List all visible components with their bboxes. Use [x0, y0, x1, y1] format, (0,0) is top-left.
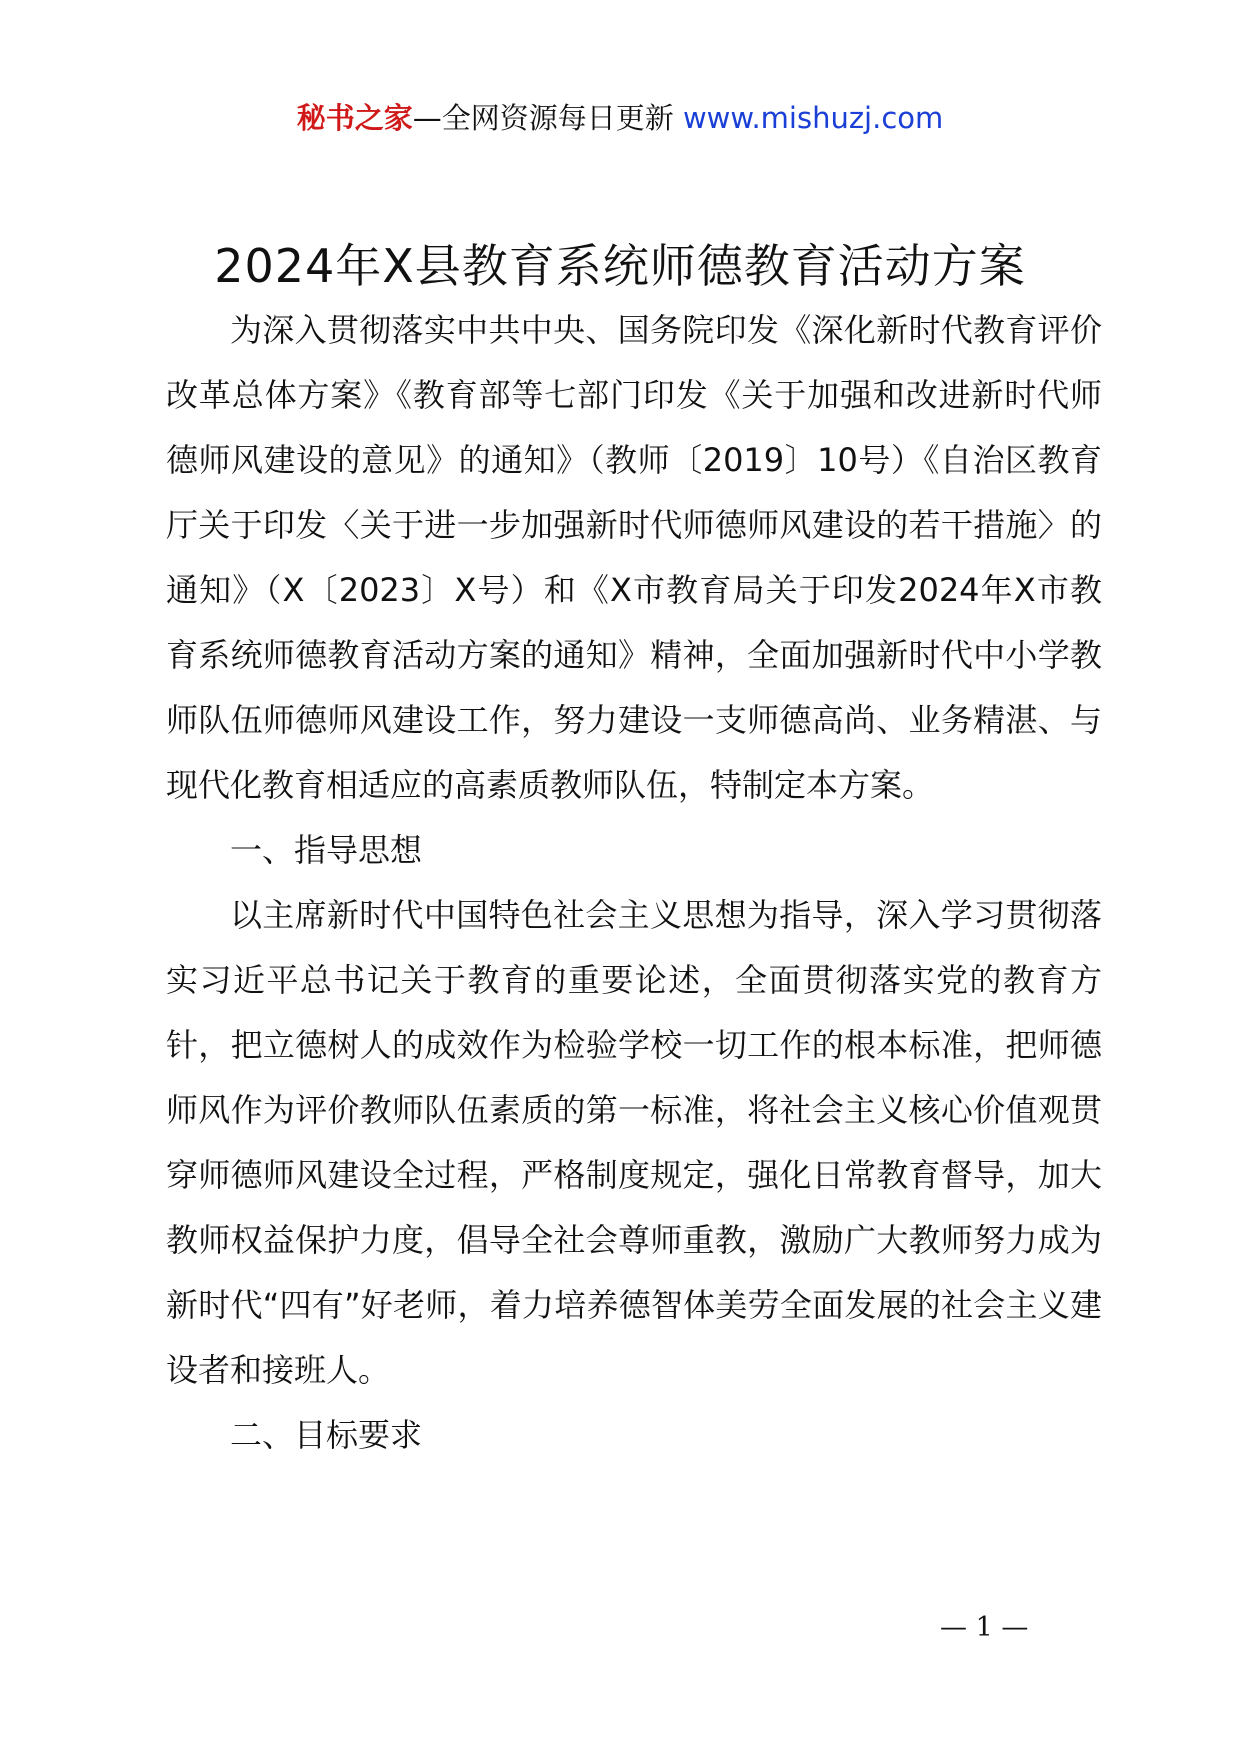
document-title: 2024年X县教育系统师德教育活动方案 — [214, 239, 1026, 293]
section-heading-guiding-ideology: 一、指导思想 — [230, 831, 423, 869]
site-slogan: —全网资源每日更新 — [412, 101, 674, 135]
guiding-ideology-paragraph: 以主席新时代中国特色社会主义思想为指导，深入学习贯彻落实习近平总书记关于教育的重要论述，全面贯彻落实党的教育方针，把立德树人的成效作为检验学校一切工作的根本标准，把师德师风作为评价教师队伍素质的第一标准，将社会主义核心价值观贯穿师德师风建设全过程，严格制度规定，强化日常教育督导，加大教师权益保护力度，倡导全社会尊师重教，激励广大教师努力成为新时代“四有”好老师，着力培养德智体美劳全面发展的社会主义建设者和接班人。 — [166, 896, 1102, 1389]
site-url-link[interactable]: www.mishuzj.com — [682, 101, 944, 135]
intro-paragraph: 为深入贯彻落实中共中央、国务院印发《深化新时代教育评价改革总体方案》《教育部等七部门印发《关于加强和改进新时代师德师风建设的意见》的通知》（教师〔2019〕10号）《自治区教育厅关于印发〈关于进一步加强新时代师德师风建设的若干措施〉的通知》（X〔2023〕X号）和《X市教育局关于印发2024年X市教育系统师德教育活动方案的通知》精神，全面加强新时代中小学教师队伍师德师风建设工作，努力建设一支师德高尚、业务精湛、与现代化教育相适应的高素质教师队伍，特制定本方案。 — [166, 311, 1102, 804]
document-body — [166, 298, 1102, 1468]
site-header — [0, 98, 1240, 138]
page-number: — 1 — — [940, 1612, 1029, 1643]
section-heading-goals: 二、目标要求 — [230, 1416, 423, 1454]
site-brand: 秘书之家 — [296, 101, 413, 135]
